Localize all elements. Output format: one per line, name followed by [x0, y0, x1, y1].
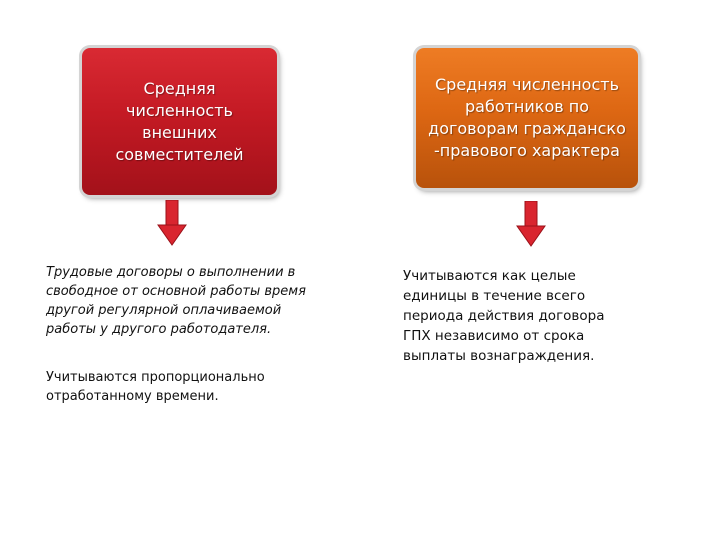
external-part-timers-title: Средняя численность внешних совместителей	[115, 78, 244, 164]
down-arrow-icon	[516, 201, 546, 247]
labor-contracts-description: Трудовые договоры о выполнении в свободное от основной работы время другой регулярной оплачиваемой работы у другого работодателя.	[46, 265, 306, 337]
civil-contract-workers-title: Средняя численность работников по договорам гражданско -правового характера	[428, 75, 626, 160]
proportional-counting-note: Учитываются пропорционально отработанному времени.	[46, 370, 265, 404]
whole-units-counting-note: Учитываются как целые единицы в течение всего периода действия договора ГПХ независимо от срока выплаты вознаграждения.	[403, 268, 605, 364]
down-arrow-icon	[157, 200, 187, 246]
civil-contract-workers-box	[416, 48, 638, 188]
external-part-timers-box	[82, 48, 277, 195]
